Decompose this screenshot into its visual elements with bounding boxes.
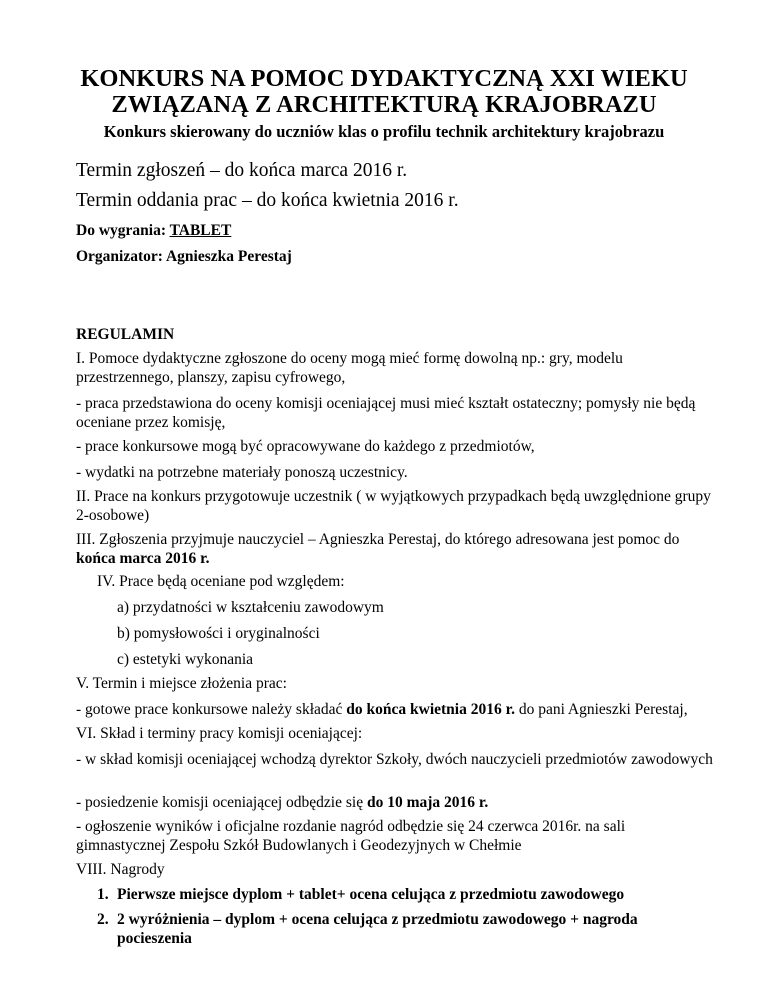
rule-4b: b) pomysłowości i oryginalności [117, 625, 320, 642]
rule-5a [76, 700, 688, 719]
award-2-text: 2 wyróżnienia – dyplom + ocena celująca z przedmiotu zawodowego + nagroda pocieszenia [117, 911, 638, 947]
rule-5a-text: - gotowe prace konkursowe należy składać [76, 701, 347, 718]
rule-5: V. Termin i miejsce złożenia prac: [76, 675, 287, 692]
rule-1: I. Pomoce dydaktyczne zgłoszone do oceny mogą mieć formę dowolną np.: gry, modelu przestrzennego, planszy, zapisu cyfrowego, [76, 350, 623, 386]
rule-8: VIII. Nagrody [76, 861, 165, 878]
rule-5a-deadline: do końca kwietnia 2016 r. [346, 701, 515, 718]
rule-3-text: III. Zgłoszenia przyjmuje nauczyciel – Agnieszka Perestaj, do którego adresowana jest pomoc do [76, 531, 680, 548]
rule-2: II. Prace na konkurs przygotowuje uczestnik ( w wyjątkowych przypadkach będą uwzględnione grupy 2-osobowe) [76, 488, 711, 524]
rule-1a: - praca przedstawiona do oceny komisji oceniającej musi mieć kształt ostateczny; pomysły nie będą oceniane przez komisję, [76, 395, 696, 431]
rule-6c: - ogłoszenie wyników i oficjalne rozdanie nagród odbędzie się 24 czerwca 2016r. na sali gimnastycznej Zespołu Szkół Budowlanych i Geodezyjnych w Chełmie [76, 818, 626, 854]
title-line-2: ZWIĄZANĄ Z ARCHITEKTURĄ KRAJOBRAZU [111, 91, 657, 118]
prize-label: Do wygrania: [76, 222, 170, 239]
rule-1c: - wydatki na potrzebne materiały ponoszą uczestnicy. [76, 464, 408, 481]
rule-4c: c) estetyki wykonania [117, 651, 254, 668]
rules-heading: REGULAMIN [76, 326, 175, 343]
rule-5a-suffix: do pani Agnieszki Perestaj, [514, 701, 688, 718]
title-line-1: KONKURS NA POMOC DYDAKTYCZNĄ XXI WIEKU [80, 65, 688, 92]
rule-4: IV. Prace będą oceniane pod względem: [97, 573, 345, 590]
award-2-number: 2. [97, 911, 109, 928]
delivery-deadline: Termin oddania prac – do końca kwietnia 2016 r. [76, 190, 459, 211]
rule-3-deadline: końca marca 2016 r. [76, 550, 210, 567]
prize-line [76, 222, 231, 240]
rule-6b-date: do 10 maja 2016 r. [366, 794, 489, 811]
rule-6a: - w skład komisji oceniającej wchodzą dyrektor Szkoły, dwóch nauczycieli przedmiotów zawodowych [76, 751, 713, 768]
award-1-number: 1. [97, 886, 109, 903]
rule-6b-text: - posiedzenie komisji oceniającej odbędzie się [76, 794, 367, 811]
organizer: Organizator: Agnieszka Perestaj [76, 248, 292, 265]
submission-deadline: Termin zgłoszeń – do końca marca 2016 r. [76, 160, 408, 181]
rule-4a: a) przydatności w kształceniu zawodowym [117, 599, 384, 616]
subtitle: Konkurs skierowany do uczniów klas o profilu technik architektury krajobrazu [103, 122, 665, 141]
rule-1b: - prace konkursowe mogą być opracowywane do każdego z przedmiotów, [76, 438, 535, 455]
rule-6: VI. Skład i terminy pracy komisji oceniającej: [76, 725, 363, 742]
prize-value: TABLET [169, 222, 232, 239]
award-1-text: Pierwsze miejsce dyplom + tablet+ ocena celująca z przedmiotu zawodowego [117, 886, 625, 903]
rule-3 [76, 530, 716, 568]
rule-6b [76, 793, 488, 812]
